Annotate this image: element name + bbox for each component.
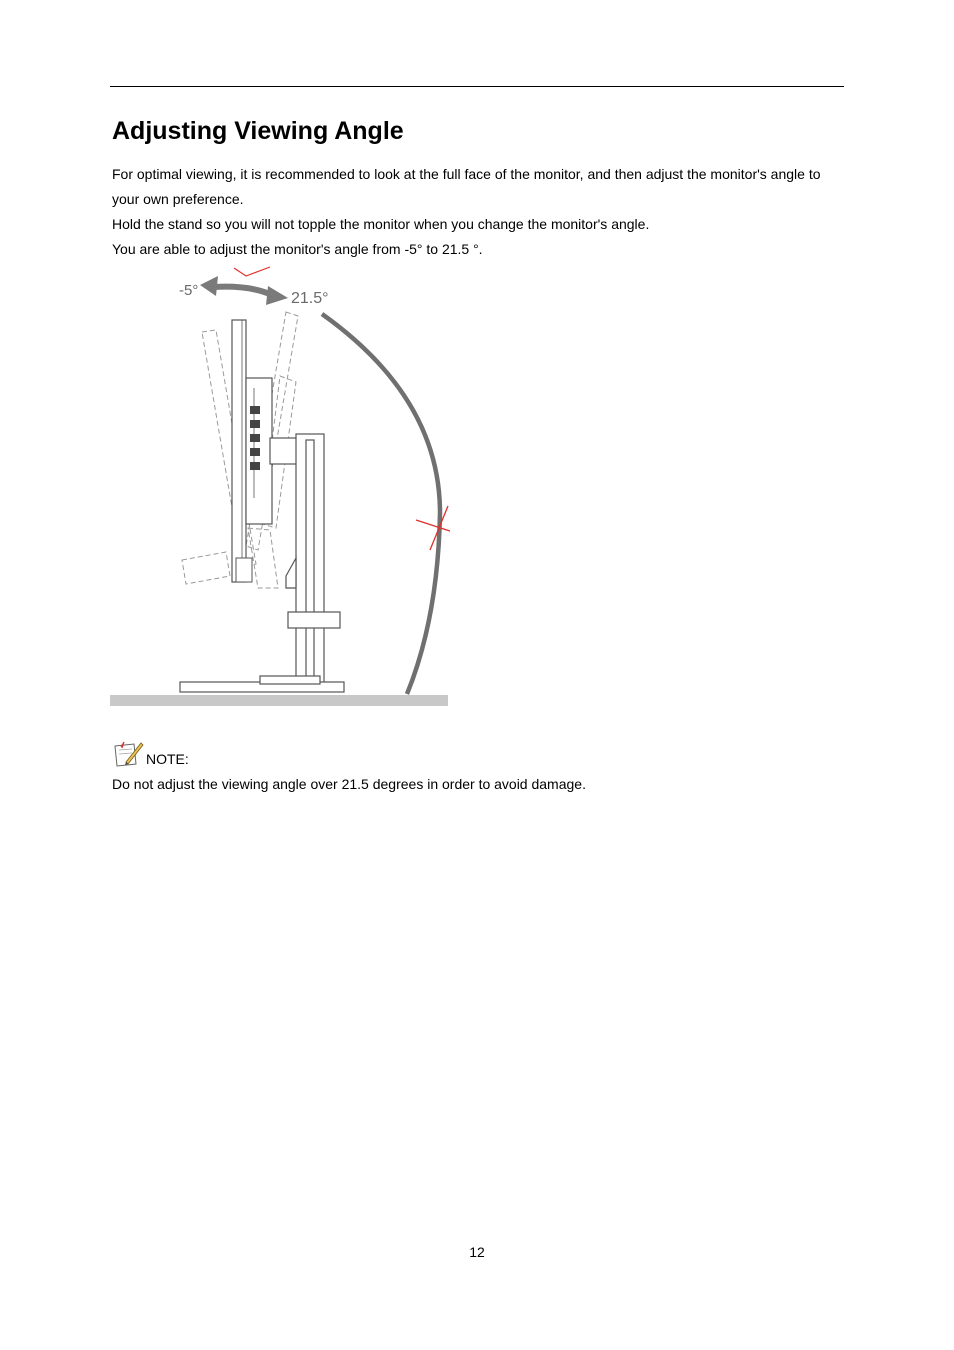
range-paragraph: You are able to adjust the monitor's angle from -5° to 21.5 °. — [112, 241, 483, 257]
header-rule — [110, 86, 844, 87]
intro-paragraph: For optimal viewing, it is recommended to look at the full face of the monitor, and then adjust the monitor's angle to your own preference. — [112, 166, 821, 207]
tilt-figure — [110, 258, 450, 710]
desk-surface — [110, 695, 448, 706]
page-number: 12 — [469, 1244, 485, 1260]
monitor-panel — [232, 320, 272, 582]
tilt-range-arrow — [200, 276, 288, 305]
top-limit-mark — [234, 267, 270, 276]
note-header — [112, 738, 189, 768]
note-label: NOTE: — [146, 751, 189, 767]
monitor-tilt-diagram — [110, 258, 450, 710]
note-pencil-icon — [112, 740, 144, 768]
max-limit-marker — [416, 506, 450, 550]
max-angle-label: 21.5° — [291, 290, 329, 307]
min-angle-label: -5° — [179, 282, 199, 299]
page-title: Adjusting Viewing Angle — [112, 117, 404, 145]
note-text: Do not adjust the viewing angle over 21.5 degrees in order to avoid damage. — [112, 776, 586, 792]
stand-paragraph: Hold the stand so you will not topple the monitor when you change the monitor's angle. — [112, 216, 650, 232]
tilt-arc — [322, 314, 440, 694]
